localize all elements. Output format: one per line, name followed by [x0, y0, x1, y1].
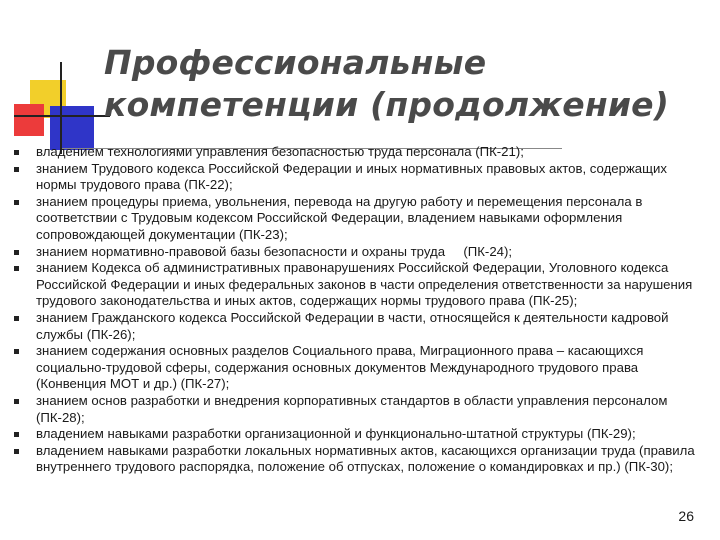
list-item-text: знанием основ разработки и внедрения корпоративных стандартов в области управления персоналом (ПК-28);	[36, 392, 668, 425]
list-item	[14, 393, 710, 426]
decor-horizontal-line	[14, 115, 110, 117]
list-item	[14, 194, 710, 244]
decor-vertical-line	[60, 62, 62, 154]
slide-title	[104, 42, 704, 126]
list-item	[14, 260, 710, 310]
decor-red-square	[14, 104, 44, 136]
list-item-text: владением навыками разработки локальных нормативных актов, касающихся организации труда (правила внутреннего трудового распорядка, положение об отпусках, положение о командировках и пр.) (ПК-30);	[36, 442, 695, 475]
list-item-text: владением технологиями управления безопасностью труда персонала (ПК-21);	[36, 144, 524, 159]
slide-title-line-1: Профессиональные	[104, 43, 487, 82]
bullet-square-icon	[14, 432, 19, 437]
list-item	[14, 244, 710, 261]
bullet-square-icon	[14, 349, 19, 354]
bullet-square-icon	[14, 449, 19, 454]
competency-list	[14, 144, 710, 476]
page-number: 26	[678, 508, 694, 524]
bullet-square-icon	[14, 266, 19, 271]
list-item	[14, 443, 710, 476]
list-item-text: знанием Кодекса об административных правонарушениях Российской Федерации, Уголовного кодекса Российской Федерации и иных федеральных законов в части определения ответственности за нарушения трудового законодательства и иных актов, содержащих нормы трудового права (ПК-25);	[36, 260, 693, 309]
bullet-square-icon	[14, 167, 19, 172]
slide-title-line-2: компетенции (продолжение)	[104, 85, 670, 124]
list-item	[14, 310, 710, 343]
list-item-text: знанием нормативно-правовой базы безопасности и охраны труда (ПК-24);	[36, 243, 513, 259]
bullet-square-icon	[14, 316, 19, 321]
list-item	[14, 144, 710, 161]
bullet-square-icon	[14, 200, 19, 205]
list-item-text: знанием содержания основных разделов Социального права, Миграционного права – касающихся социально-трудовой сферы, содержания основных документов Международного трудового права (Конвенция МОТ и др.) (ПК-27);	[36, 343, 644, 392]
list-item-text: знанием Трудового кодекса Российской Федерации и иных нормативных правовых актов, содержащих нормы трудового права (ПК-22);	[36, 160, 667, 193]
list-item-text: владением навыками разработки организационной и функционально-штатной структуры (ПК-29);	[36, 426, 636, 442]
list-item	[14, 343, 710, 393]
bullet-square-icon	[14, 399, 19, 404]
bullet-square-icon	[14, 250, 19, 255]
list-item	[14, 161, 710, 194]
bullet-square-icon	[14, 150, 19, 155]
list-item	[14, 426, 710, 443]
list-item-text: знанием процедуры приема, увольнения, перевода на другую работу и перемещения персонала в соответствии с Трудовым кодексом Российской Федерации, владением навыками оформления сопровождающей документации (ПК-23);	[36, 193, 643, 242]
list-item-text: знанием Гражданского кодекса Российской Федерации в части, относящейся к деятельности кадровой службы (ПК-26);	[36, 309, 669, 342]
